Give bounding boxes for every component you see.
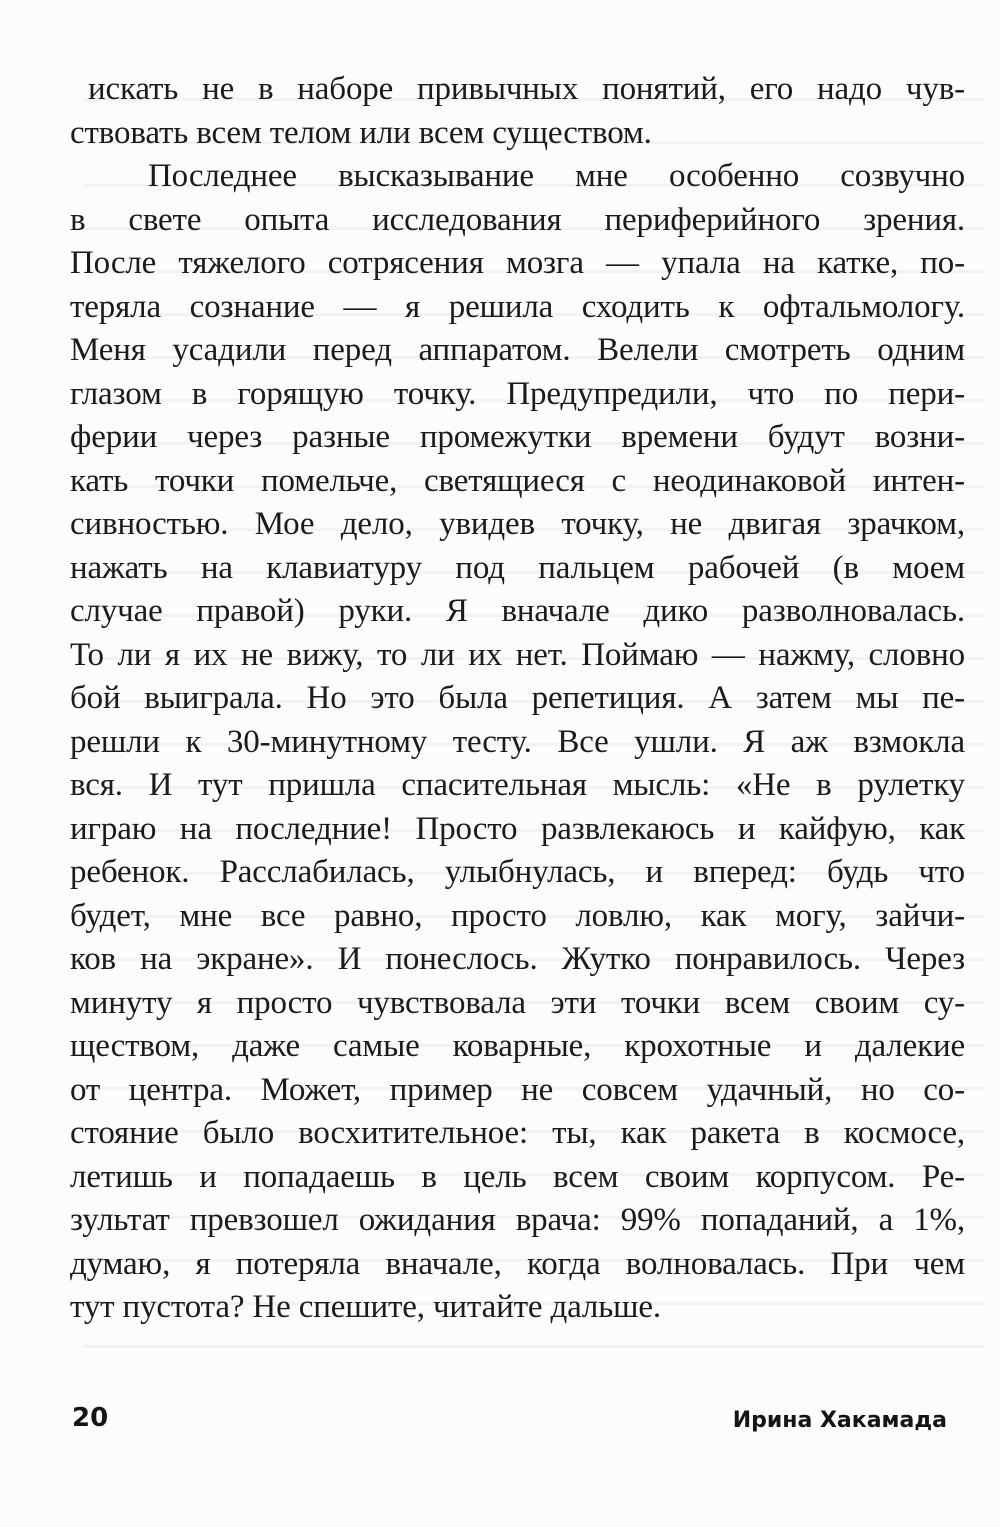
text-line: в свете опыта исследования периферийного зрения. [70,201,965,238]
text-line: от центра. Может, пример не совсем удачный, но со- [70,1071,965,1108]
text-line: тут пустота? Не спешите, читайте дальше. [70,1289,661,1325]
text-line: минуту я просто чувствовала эти точки всем своим су- [70,984,965,1021]
text-line: будет, мне все равно, просто ловлю, как могу, зайчи- [70,897,965,934]
text-line: решли к 30-минутному тесту. Все ушли. Я аж взмокла [70,723,965,760]
text-line: ферии через разные промежутки времени будут возни- [70,419,965,455]
text-line: случае правой) руки. Я вначале дико разволновалась. [70,593,965,629]
text-line: нажать на клавиатуру под пальцем рабочей (в моем [70,549,965,586]
text-line: думаю, я потеряла вначале, когда волновалась. При чем [70,1245,965,1282]
text-line: вся. И тут пришла спасительная мысль: «Не в рулетку [70,767,965,803]
running-footer-author: Ирина Хакамада [732,1408,947,1433]
page-number: 20 [72,1403,109,1433]
text-line: сивностью. Мое дело, увидев точку, не двигая зрачком, [70,506,965,542]
text-line: То ли я их не вижу, то ли их нет. Поймаю — нажму, словно [70,636,965,673]
body-text [70,68,965,1330]
text-line: После тяжелого сотрясения мозга — упала на катке, по- [70,245,965,281]
text-line: искать не в наборе привычных понятий, его надо чув- [88,71,965,107]
text-line: стояние было восхитительное: ты, как ракета в космосе, [70,1115,965,1151]
text-line: играю на последние! Просто развлекаюсь и кайфую, как [70,810,965,847]
text-line: Меня усадили перед аппаратом. Велели смотреть одним [70,332,965,368]
text-line: кать точки помельче, светящиеся с неодинаковой интен- [70,462,965,499]
text-line: глазом в горящую точку. Предупредили, что по пери- [70,375,965,412]
text-line: бой выиграла. Но это была репетиция. А затем мы пе- [70,680,965,716]
text-line: ществом, даже самые коварные, крохотные и далекие [70,1028,965,1064]
text-line: теряла сознание — я решила сходить к офтальмологу. [70,288,965,325]
text-line: ребенок. Расслабилась, улыбнулась, и вперед: будь что [70,854,965,890]
text-line: ков на экране». И понеслось. Жутко понравилось. Через [70,941,965,977]
text-line: зультат превзошел ожидания врача: 99% попаданий, а 1%, [70,1202,965,1238]
text-line: Последнее высказывание мне особенно созвучно [148,158,965,194]
text-line: ствовать всем телом или всем существом. [70,114,652,151]
text-line: летишь и попадаешь в цель всем своим корпусом. Ре- [70,1158,965,1195]
